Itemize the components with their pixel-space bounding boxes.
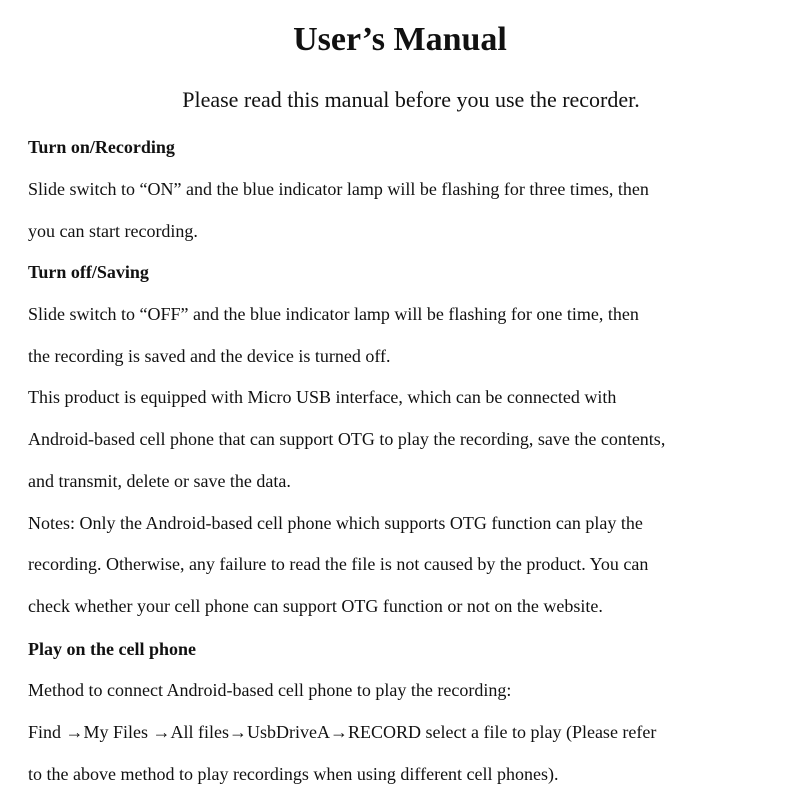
section-heading-turn-on: Turn on/Recording [28,137,175,157]
paragraph-line: and transmit, delete or save the data. [28,471,291,491]
intro-text: Please read this manual before you use the recorder. [182,87,640,112]
paragraph-line: Slide switch to “ON” and the blue indicator lamp will be flashing for three times, then [28,179,649,199]
section-heading-play: Play on the cell phone [28,639,197,659]
paragraph-line: to the above method to play recordings when using different cell phones). [28,764,559,784]
notes-line: recording. Otherwise, any failure to read the file is not caused by the product. You can [28,554,649,574]
paragraph-line: the recording is saved and the device is turned off. [28,346,391,366]
paragraph-line: This product is equipped with Micro USB interface, which can be connected with [28,387,617,407]
paragraph-line: Find →My Files →All files→UsbDriveA→RECORD select a file to play (Please refer [28,722,657,742]
section-heading-turn-off: Turn off/Saving [28,262,149,282]
paragraph-line: Method to connect Android-based cell phone to play the recording: [28,680,512,700]
paragraph-line: Android-based cell phone that can support OTG to play the recording, save the contents, [28,429,666,449]
paragraph-line: you can start recording. [28,221,198,241]
notes-line: Notes: Only the Android-based cell phone which supports OTG function can play the [28,513,643,533]
notes-line: check whether your cell phone can support OTG function or not on the website. [28,596,603,616]
paragraph-line: Slide switch to “OFF” and the blue indicator lamp will be flashing for one time, then [28,304,639,324]
page-title: User’s Manual [293,21,507,58]
